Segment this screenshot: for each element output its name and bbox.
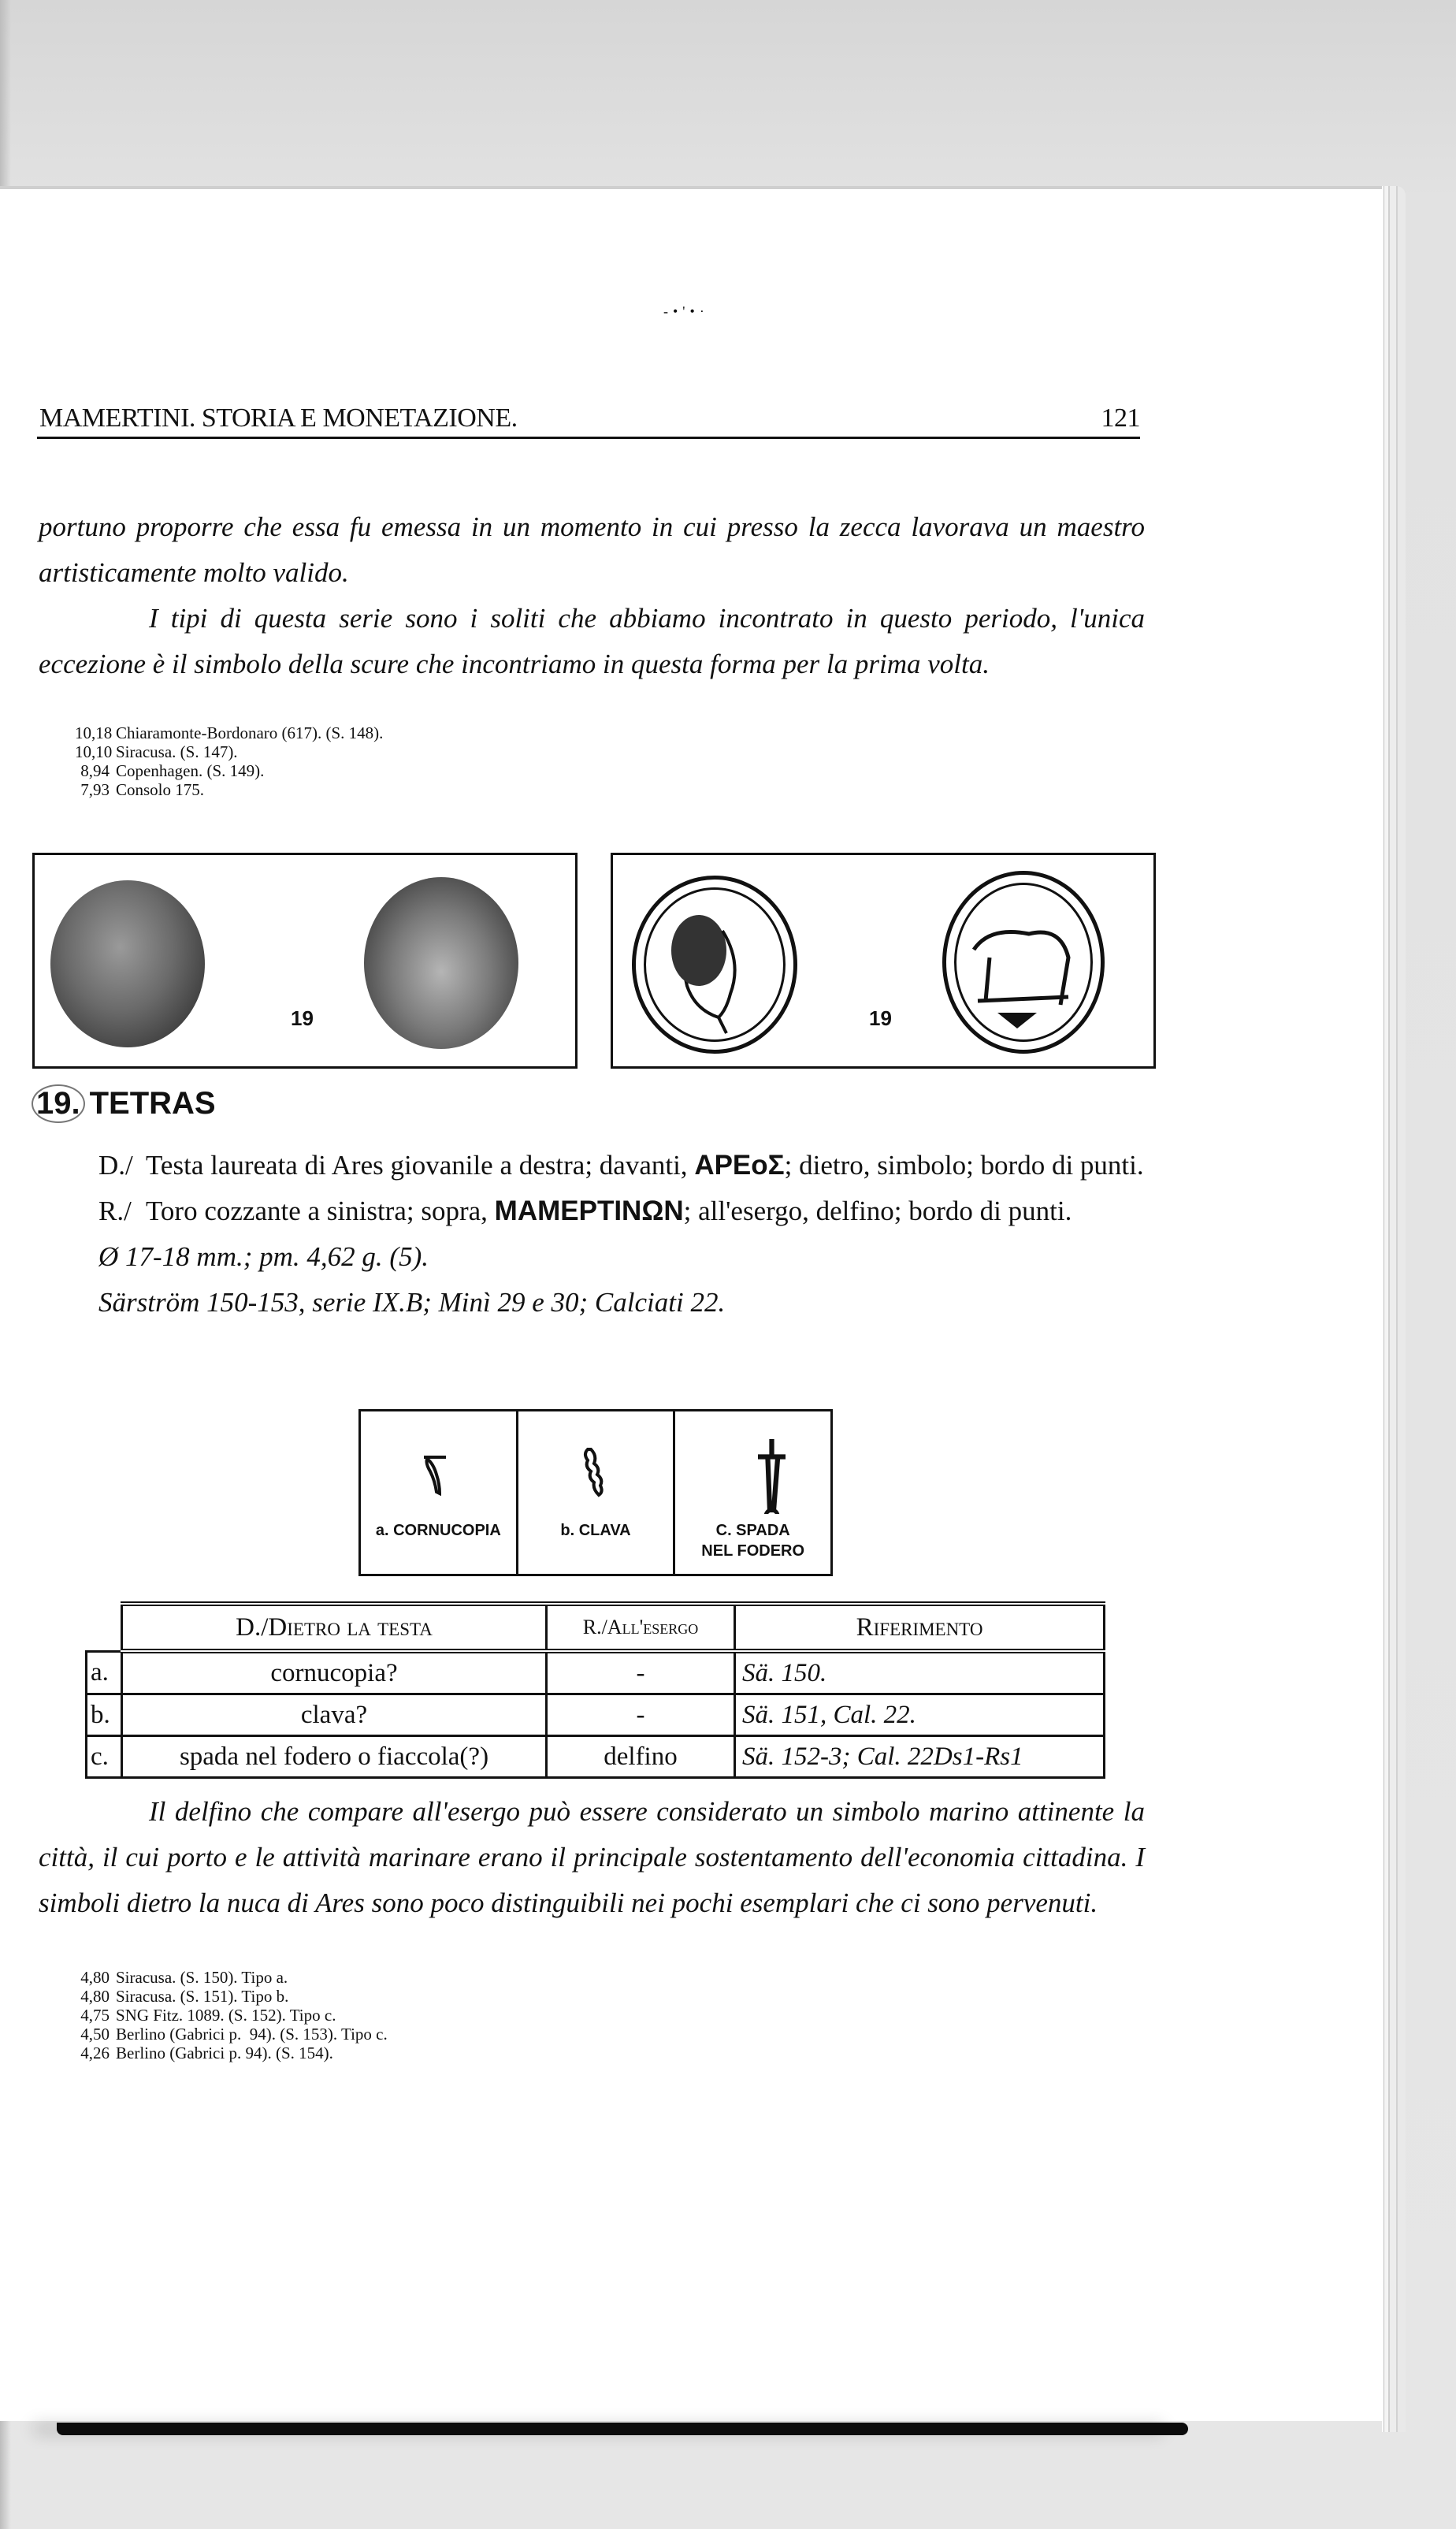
running-header <box>37 394 1140 439</box>
specimen-row: 8,94 Copenhagen. (S. 149). <box>80 761 265 780</box>
specimen-row: 7,93 Consolo 175. <box>80 780 205 799</box>
symbol-cornucopia: a. CORNUCOPIA <box>361 1411 518 1574</box>
intro-paragraph <box>39 504 1145 687</box>
coin-obverse-photo <box>50 880 205 1047</box>
section-title: TETRAS <box>89 1086 216 1121</box>
cornucopia-icon <box>361 1443 515 1506</box>
symbol-sheathed-sword <box>675 1411 830 1574</box>
coin-references: Särström 150-153, serie IX.B; Minì 29 e 30; Calciati 22. <box>98 1287 726 1318</box>
page-bottom-shadow <box>57 2423 1188 2435</box>
specimen-list <box>75 1968 388 2062</box>
page-edge <box>1382 186 1406 2432</box>
specimen-list-previous <box>75 723 383 799</box>
types-table <box>85 1601 1105 1779</box>
table-row: b. clava? - Sä. 151, Cal. 22. <box>87 1694 1105 1736</box>
reverse-description: R./ Toro cozzante a sinistra; sopra, ΜΑΜΕΡΤΙΝΩΝ; all'esergo, delfino; bordo di punti. <box>98 1196 1072 1226</box>
coin-number-label: 19 <box>869 1006 892 1030</box>
pen-marks: -•'•· <box>663 303 709 319</box>
specimen-row: 10,18 Chiaramonte-Bordonaro (617). (S. 148). <box>75 723 384 742</box>
intro-paragraph-2: I tipi di questa serie sono i soliti che abbiamo incontrato in questo periodo, l'unica eccezione è il simbolo della scure che incontriamo in questa forma per la prima volta. <box>39 603 1145 679</box>
coin-description <box>59 1143 1146 1326</box>
coin-reverse-photo <box>364 877 518 1049</box>
table-row: c. spada nel fodero o fiaccola(?) delfino Sä. 152-3; Cal. 22Ds1-Rs1 <box>87 1736 1105 1778</box>
book-title: MAMERTINI. STORIA E MONETAZIONE. <box>39 404 518 433</box>
symbol-caption: C. SPADA NEL FODERO <box>701 1522 805 1560</box>
coin-obverse-drawing <box>632 876 797 1054</box>
closing-paragraph: Il delfino che compare all'esergo può essere considerato un simbolo marino attinente la città, il cui porto e le attività marinare erano il principale sostentamento dell'economia cittadina. I simboli dietro la nuca di Ares sono poco distinguibili nei pochi esemplari che ci sono pervenuti. <box>39 1796 1145 1918</box>
specimen-row: 4,50 Berlino (Gabrici p. 94). (S. 153). Tipo c. <box>80 2025 388 2044</box>
symbol-club: b. CLAVA <box>518 1411 676 1574</box>
ares-head-icon <box>632 876 789 1046</box>
reverse-legend: ΜΑΜΕΡΤΙΝΩΝ <box>494 1196 684 1226</box>
sheathed-sword-icon <box>675 1435 868 1514</box>
table-row: a. cornucopia? - Sä. 150. <box>87 1651 1105 1694</box>
coin-photo-plate <box>32 853 578 1069</box>
coin-drawing-plate <box>611 853 1156 1069</box>
section-number: 19. <box>32 1084 85 1123</box>
column-header: Riferimento <box>735 1604 1105 1651</box>
intro-paragraph-1: portuno proporre che essa fu emessa in un momento in cui presso la zecca lavorava un maestro artisticamente molto valido. <box>39 511 1145 588</box>
column-header: R./All'esergo <box>547 1604 735 1651</box>
specimen-row: 10,10 Siracusa. (S. 147). <box>75 742 238 761</box>
obverse-description: D./ Testa laureata di Ares giovanile a destra; davanti, ΑΡΕοΣ; dietro, simbolo; bordo di punti. <box>98 1150 1144 1181</box>
column-header: D./Dietro la testa <box>122 1604 547 1651</box>
specimen-row: 4,75 SNG Fitz. 1089. (S. 152). Tipo c. <box>80 2006 336 2025</box>
section-heading <box>32 1084 216 1123</box>
coin-dimensions: Ø 17-18 mm.; pm. 4,62 g. (5). <box>98 1241 429 1272</box>
specimen-row: 4,26 Berlino (Gabrici p. 94). (S. 154). <box>80 2044 333 2062</box>
specimen-row: 4,80 Siracusa. (S. 150). Tipo a. <box>80 1968 288 1987</box>
coin-reverse-drawing <box>942 871 1105 1054</box>
page-number: 121 <box>1101 404 1140 433</box>
symbols-legend <box>358 1409 833 1576</box>
bull-icon <box>942 871 1097 1046</box>
club-icon <box>518 1443 673 1506</box>
coin-number-label: 19 <box>291 1006 314 1030</box>
specimen-row: 4,80 Siracusa. (S. 151). Tipo b. <box>80 1987 289 2006</box>
table-header-row <box>87 1604 1105 1651</box>
obverse-legend: ΑΡΕοΣ <box>694 1150 785 1181</box>
